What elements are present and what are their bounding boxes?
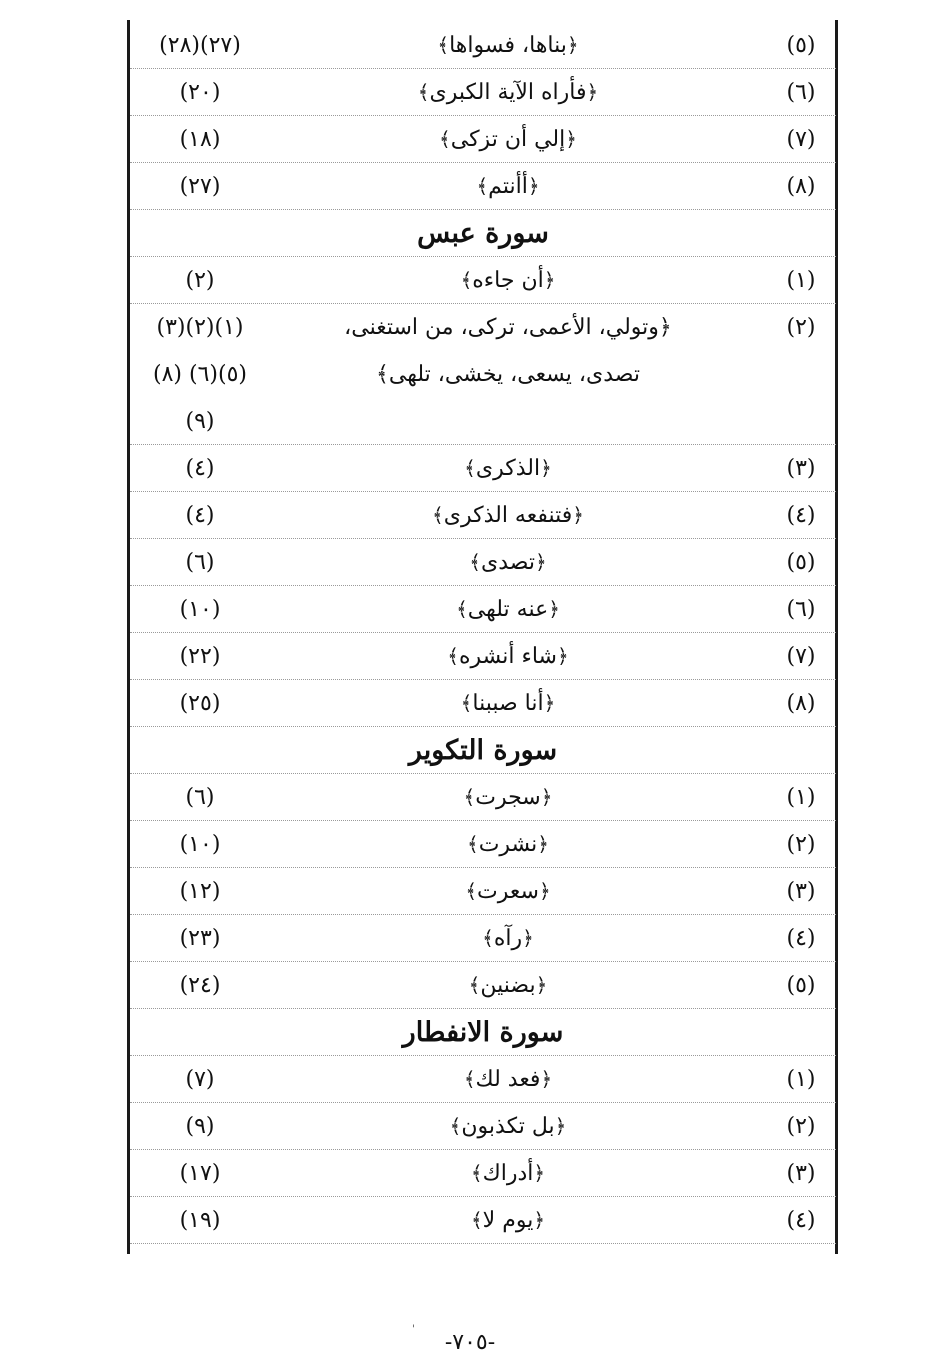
open-bracket: ﴿ <box>527 174 540 198</box>
quranic-word <box>280 539 736 586</box>
open-bracket: ﴿ <box>586 80 599 104</box>
open-bracket: ﴿ <box>565 127 577 151</box>
table-row <box>130 492 836 539</box>
open-bracket: ﴿ <box>533 1208 546 1232</box>
reference-numbers: (٧) <box>185 1067 215 1092</box>
quranic-word <box>280 69 736 116</box>
quranic-word <box>280 868 736 915</box>
quranic-word-line: تصدى، يسعى، يخشى، تلهى﴾ <box>375 362 640 387</box>
table-row <box>130 116 836 163</box>
quranic-word <box>280 821 736 868</box>
open-bracket: ﴿ <box>540 785 553 809</box>
table-row <box>130 962 836 1009</box>
quranic-word <box>280 962 736 1009</box>
reference-line: (٩) <box>185 409 215 434</box>
verse-number: (٨) <box>786 691 816 716</box>
close-bracket: ﴾ <box>460 268 473 292</box>
quranic-word <box>280 1197 736 1244</box>
verse-number: (٣) <box>786 456 816 481</box>
close-bracket: ﴾ <box>469 550 482 574</box>
verse-number: (٨) <box>786 174 816 199</box>
close-bracket: ﴾ <box>468 973 481 997</box>
open-bracket: ﴿ <box>537 832 550 856</box>
open-bracket: ﴿ <box>543 691 556 715</box>
open-bracket: ﴿ <box>540 456 552 480</box>
surah-heading <box>130 1009 836 1056</box>
quranic-word-text: يوم لا <box>482 1208 534 1233</box>
verse-number: (٧) <box>786 127 816 152</box>
verse-number: (١) <box>786 1067 816 1092</box>
quranic-word-text: بل تكذبون <box>461 1114 555 1139</box>
quranic-word <box>280 304 736 445</box>
open-bracket: ﴿ <box>535 973 548 997</box>
stray-mark: ' <box>412 1324 415 1335</box>
close-bracket: ﴾ <box>466 832 479 856</box>
verse-number: (٦) <box>786 80 816 105</box>
quranic-word-text: إلي أن تزكى <box>450 127 566 152</box>
table-row <box>130 774 836 821</box>
verse-number: (١) <box>786 785 816 810</box>
verse-number: (٣) <box>786 1161 816 1186</box>
quranic-word <box>280 1056 736 1103</box>
quranic-word-line: ﴿وتولي، الأعمى، تركى، من استغنى، <box>344 315 672 340</box>
close-bracket: ﴾ <box>417 80 430 104</box>
quranic-word <box>280 1150 736 1197</box>
quranic-word-text: أدراك <box>482 1161 534 1186</box>
quranic-word-text: بناها، فسواها <box>449 33 567 58</box>
table-row <box>130 915 836 962</box>
quranic-word-text: نشرت <box>478 832 538 857</box>
open-bracket: ﴿ <box>557 644 569 668</box>
reference-numbers: (١٧) <box>179 1161 221 1186</box>
verse-number: (٥) <box>786 33 816 58</box>
open-bracket: ﴿ <box>522 926 534 950</box>
table-row <box>130 1150 836 1197</box>
table-row <box>130 1056 836 1103</box>
quranic-word <box>280 445 736 492</box>
table-row <box>130 69 836 116</box>
verse-number: (٤) <box>786 926 816 951</box>
quranic-word <box>280 774 736 821</box>
quranic-word <box>280 915 736 962</box>
quranic-word <box>280 492 736 539</box>
close-bracket: ﴾ <box>482 926 494 950</box>
open-bracket: ﴿ <box>533 1161 546 1185</box>
surah-heading <box>130 210 836 257</box>
quranic-word <box>280 257 736 304</box>
reference-numbers: (٦) <box>185 550 215 575</box>
quranic-word <box>280 116 736 163</box>
quranic-word-text: فأراه الآية الكبرى <box>429 80 587 105</box>
quranic-word <box>280 633 736 680</box>
table-row <box>130 163 836 210</box>
quranic-word <box>280 586 736 633</box>
close-bracket: ﴾ <box>476 174 489 198</box>
close-bracket: ﴾ <box>463 785 476 809</box>
reference-numbers: (٢) <box>185 268 215 293</box>
quranic-word-text: سعرت <box>477 879 539 904</box>
open-bracket: ﴿ <box>534 550 547 574</box>
verse-number: (٤) <box>786 503 816 528</box>
open-bracket: ﴿ <box>572 503 584 527</box>
open-bracket: ﴿ <box>548 597 560 621</box>
quranic-word <box>280 1103 736 1150</box>
reference-numbers: (٢٢) <box>179 644 221 669</box>
table-row <box>130 22 836 69</box>
quranic-word <box>280 22 736 69</box>
surah-title: سورة عبس <box>417 218 549 249</box>
verse-number: (٢) <box>786 832 816 857</box>
reference-numbers: (٤) <box>185 503 215 528</box>
table-row <box>130 868 836 915</box>
reference-numbers: (١٢) <box>179 879 221 904</box>
quranic-word-text: عنه تلهى <box>467 597 549 622</box>
open-bracket: ﴿ <box>554 1114 567 1138</box>
verse-number: (٥) <box>786 973 816 998</box>
table-row <box>130 821 836 868</box>
table-row <box>130 1197 836 1244</box>
close-bracket: ﴾ <box>470 1208 483 1232</box>
verse-number: (٢) <box>786 1114 816 1139</box>
verse-number: (٥) <box>786 550 816 575</box>
verse-number: (٧) <box>786 644 816 669</box>
table-row <box>130 633 836 680</box>
verse-number: (٣) <box>786 879 816 904</box>
reference-numbers: (١٠) <box>179 597 221 622</box>
table-row <box>130 539 836 586</box>
close-bracket: ﴾ <box>470 1161 483 1185</box>
table-row <box>130 445 836 492</box>
reference-numbers: (٩) <box>185 1114 215 1139</box>
quranic-word-text: أأنتم <box>488 174 528 199</box>
quranic-word-text: تصدى <box>481 550 535 575</box>
page-number: -٧٠٥- <box>444 1330 496 1355</box>
surah-heading <box>130 727 836 774</box>
close-bracket: ﴾ <box>447 644 459 668</box>
open-bracket: ﴿ <box>540 1067 553 1091</box>
surah-title: سورة الانفطار <box>402 1017 564 1048</box>
quranic-word-text: شاء أنشره <box>458 644 557 669</box>
reference-numbers <box>130 304 270 445</box>
close-bracket: ﴾ <box>464 456 476 480</box>
reference-numbers: (١٠) <box>179 832 221 857</box>
table-row <box>130 680 836 727</box>
quranic-word-text: سجرت <box>475 785 541 810</box>
reference-line: (٥)(٦) (٨) <box>152 362 247 387</box>
close-bracket: ﴾ <box>449 1114 462 1138</box>
reference-numbers: (١٩) <box>179 1208 221 1233</box>
quranic-word-text: أنا صببنا <box>472 691 544 716</box>
reference-numbers: (٦) <box>185 785 215 810</box>
quranic-word-text: الذكرى <box>475 456 541 481</box>
reference-line: (١)(٢)(٣) <box>156 315 244 340</box>
quranic-word <box>280 680 736 727</box>
words-table <box>130 22 836 1244</box>
reference-numbers: (٢٠) <box>179 80 221 105</box>
verse-number: (١) <box>786 268 816 293</box>
quranic-word <box>280 163 736 210</box>
verse-number: (٤) <box>786 1208 816 1233</box>
quranic-word-text: أن جاءه <box>472 268 544 293</box>
table-row <box>130 304 836 445</box>
quranic-word-text: بضنين <box>480 973 536 998</box>
reference-numbers: (٢٧)(٢٨) <box>159 33 241 58</box>
close-bracket: ﴾ <box>432 503 444 527</box>
table-row <box>130 586 836 633</box>
open-bracket: ﴿ <box>538 879 551 903</box>
quranic-word-text: فعد لك <box>475 1067 541 1092</box>
close-bracket: ﴾ <box>463 1067 476 1091</box>
reference-numbers: (٢٣) <box>179 926 221 951</box>
reference-numbers: (٢٧) <box>179 174 221 199</box>
surah-title: سورة التكوير <box>408 735 558 766</box>
verse-number: (٦) <box>786 597 816 622</box>
close-bracket: ﴾ <box>456 597 468 621</box>
reference-numbers: (٢٥) <box>179 691 221 716</box>
open-bracket: ﴿ <box>543 268 556 292</box>
close-bracket: ﴾ <box>437 33 450 57</box>
verse-number: (٢) <box>786 315 816 340</box>
reference-numbers: (٤) <box>185 456 215 481</box>
close-bracket: ﴾ <box>460 691 473 715</box>
open-bracket: ﴿ <box>566 33 579 57</box>
table-row <box>130 1103 836 1150</box>
close-bracket: ﴾ <box>439 127 451 151</box>
reference-numbers: (٢٤) <box>179 973 221 998</box>
table-row <box>130 257 836 304</box>
reference-numbers: (١٨) <box>179 127 221 152</box>
quranic-word-text: فتنفعه الذكرى <box>443 503 573 528</box>
close-bracket: ﴾ <box>465 879 478 903</box>
quranic-word-text: رآه <box>493 926 523 951</box>
